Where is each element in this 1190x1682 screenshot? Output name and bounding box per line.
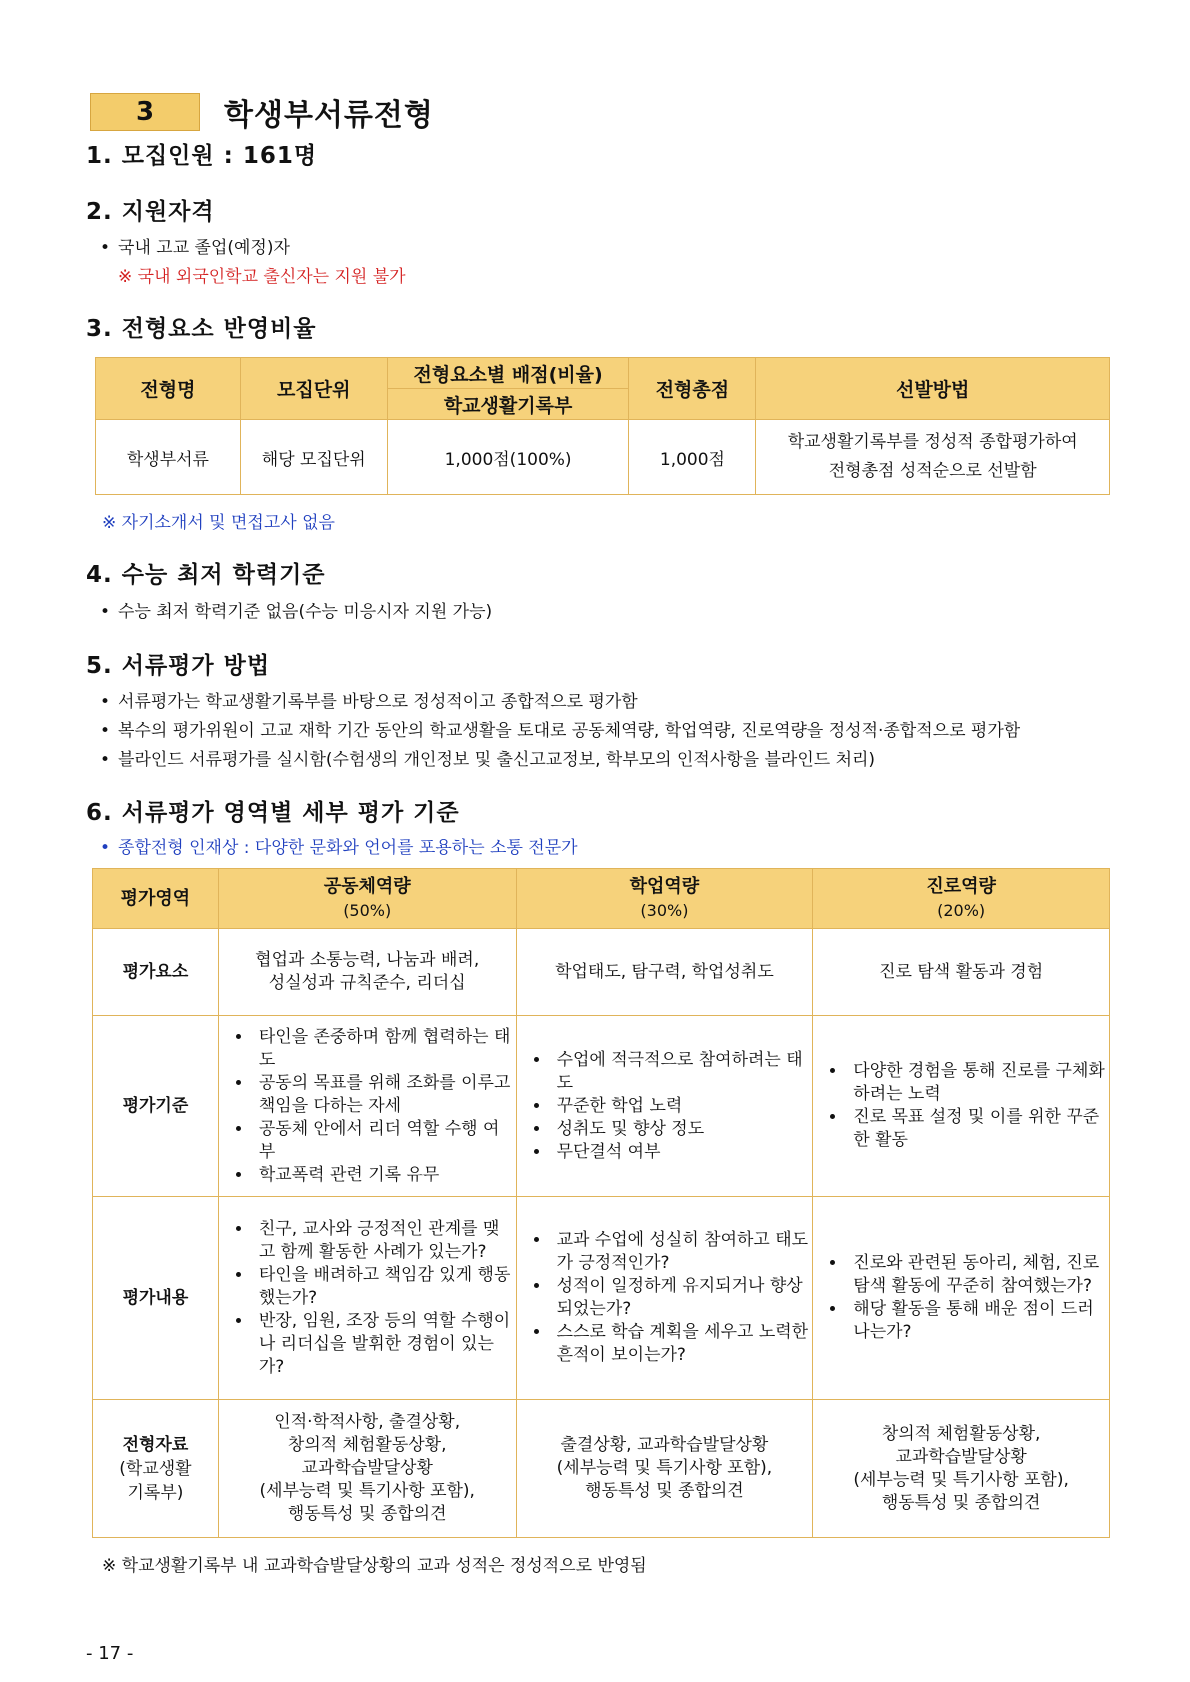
csat-bullet: • 수능 최저 학력기준 없음(수능 미응시자 지원 가능) bbox=[100, 597, 492, 622]
cell-content-community bbox=[218, 1197, 516, 1400]
ratio-note: ※ 자기소개서 및 면접고사 없음 bbox=[102, 513, 335, 533]
cell-crit-community bbox=[218, 1016, 516, 1197]
list-item: • 꾸준한 학업 노력 bbox=[551, 1095, 813, 1118]
cell-ratio: 1,000점(100%) bbox=[387, 420, 629, 495]
list-item: • 공동체 안에서 리더 역할 수행 여부 bbox=[253, 1118, 516, 1164]
header-academic bbox=[516, 869, 813, 929]
list-item: • 진로 목표 설정 및 이를 위한 꾸준한 활동 bbox=[847, 1106, 1109, 1152]
eligibility-note: ※ 국내 외국인학교 출신자는 지원 불가 bbox=[118, 267, 406, 287]
cell-content-career bbox=[813, 1197, 1110, 1400]
ratio-table bbox=[95, 357, 1110, 495]
header-name: 전형명 bbox=[96, 358, 241, 420]
cell-elem-career: 진로 탐색 활동과 경험 bbox=[813, 929, 1110, 1016]
header-academic-pct: (30%) bbox=[640, 900, 689, 920]
method-bullet: • 서류평가는 학교생활기록부를 바탕으로 정성적이고 종합적으로 평가함 bbox=[100, 687, 638, 712]
row-head-data-line: 전형자료 bbox=[122, 1434, 189, 1455]
row-head-criteria: 평가기준 bbox=[93, 1016, 219, 1197]
data-line: (세부능력 및 특기사항 포함), bbox=[556, 1458, 773, 1478]
cell-total: 1,000점 bbox=[629, 420, 756, 495]
page-number: - 17 - bbox=[86, 1643, 134, 1664]
row-head-data-line: 기록부) bbox=[127, 1482, 184, 1503]
list-item: • 공동의 목표를 위해 조화를 이루고 책임을 다하는 자세 bbox=[253, 1072, 516, 1118]
list-item: • 성취도 및 향상 정도 bbox=[551, 1118, 813, 1141]
heading-method: 5. 서류평가 방법 bbox=[86, 653, 271, 679]
cell-content-academic bbox=[516, 1197, 813, 1400]
cell-name: 학생부서류 bbox=[96, 420, 241, 495]
elem-line: 협업과 소통능력, 나눔과 배려, bbox=[255, 950, 480, 970]
list-item: • 스스로 학습 계획을 세우고 노력한 흔적이 보이는가? bbox=[551, 1321, 813, 1367]
elem-line: 성실성과 규칙준수, 리더십 bbox=[268, 973, 466, 993]
data-line: 교과학습발달상황 bbox=[301, 1458, 433, 1478]
heading-criteria: 6. 서류평가 영역별 세부 평가 기준 bbox=[86, 800, 460, 826]
data-line: 교과학습발달상황 bbox=[895, 1446, 1027, 1467]
grades-note: ※ 학교생활기록부 내 교과학습발달상황의 교과 성적은 정성적으로 반영됨 bbox=[102, 1556, 647, 1576]
eligibility-bullet: • 국내 고교 졸업(예정)자 bbox=[100, 233, 290, 258]
data-line: 행동특성 및 종합의견 bbox=[585, 1481, 744, 1501]
header-academic-label: 학업역량 bbox=[629, 875, 700, 897]
data-line: 출결상황, 교과학습발달상황 bbox=[560, 1435, 769, 1455]
cell-method bbox=[756, 420, 1110, 495]
row-head-data-line: (학교생활 bbox=[119, 1458, 192, 1479]
data-line: (세부능력 및 특기사항 포함), bbox=[259, 1481, 475, 1501]
method-bullet: • 블라인드 서류평가를 실시함(수험생의 개인정보 및 출신고교정보, 학부모의 인적사항을 블라인드 처리) bbox=[100, 745, 875, 770]
header-ratio: 전형요소별 배점(비율) bbox=[387, 358, 629, 389]
method-line: 전형총점 성적순으로 선발함 bbox=[828, 461, 1037, 481]
cell-data-academic bbox=[516, 1400, 813, 1538]
header-community-label: 공동체역량 bbox=[323, 875, 411, 897]
data-line: 창의적 체험활동상황, bbox=[287, 1435, 447, 1455]
list-item: • 학교폭력 관련 기록 유무 bbox=[253, 1164, 516, 1187]
list-item: • 타인을 배려하고 책임감 있게 행동했는가? bbox=[253, 1264, 516, 1310]
header-career-label: 진로역량 bbox=[926, 875, 996, 897]
list-item: • 성적이 일정하게 유지되거나 향상되었는가? bbox=[551, 1275, 813, 1321]
list-item: • 다양한 경험을 통해 진로를 구체화하려는 노력 bbox=[847, 1060, 1109, 1106]
list-item: • 반장, 임원, 조장 등의 역할 수행이나 리더십을 발휘한 경험이 있는가? bbox=[253, 1310, 516, 1379]
row-head-elements: 평가요소 bbox=[93, 929, 219, 1016]
header-career-pct: (20%) bbox=[937, 900, 986, 920]
data-line: 행동특성 및 종합의견 bbox=[287, 1504, 447, 1524]
list-item: • 무단결석 여부 bbox=[551, 1141, 813, 1164]
heading-csat: 4. 수능 최저 학력기준 bbox=[86, 562, 326, 588]
row-head-data bbox=[93, 1400, 219, 1538]
data-line: (세부능력 및 특기사항 포함), bbox=[853, 1469, 1069, 1490]
header-community bbox=[218, 869, 516, 929]
cell-crit-academic bbox=[516, 1016, 813, 1197]
method-line: 학교생활기록부를 정성적 종합평가하여 bbox=[787, 432, 1078, 452]
section-title: 학생부서류전형 bbox=[224, 98, 434, 133]
list-item: • 수업에 적극적으로 참여하려는 태도 bbox=[551, 1049, 813, 1095]
section-header bbox=[90, 90, 434, 134]
heading-ratio: 3. 전형요소 반영비율 bbox=[86, 316, 317, 342]
header-community-pct: (50%) bbox=[343, 900, 392, 920]
method-bullet: • 복수의 평가위원이 고교 재학 기간 동안의 학교생활을 토대로 공동체역량, 학업역량, 진로역량을 정성적·종합적으로 평가함 bbox=[100, 716, 1020, 741]
list-item: • 해당 활동을 통해 배운 점이 드러나는가? bbox=[847, 1298, 1109, 1344]
talent-statement: • 종합전형 인재상 : 다양한 문화와 언어를 포용하는 소통 전문가 bbox=[100, 833, 578, 858]
cell-data-community bbox=[218, 1400, 516, 1538]
cell-elem-community bbox=[218, 929, 516, 1016]
cell-data-career bbox=[813, 1400, 1110, 1538]
header-total: 전형총점 bbox=[629, 358, 756, 420]
heading-recruitment: 1. 모집인원 : 161명 bbox=[86, 143, 318, 169]
header-career bbox=[813, 869, 1110, 929]
cell-unit: 해당 모집단위 bbox=[240, 420, 387, 495]
header-record: 학교생활기록부 bbox=[387, 389, 629, 420]
list-item: • 친구, 교사와 긍정적인 관계를 맺고 함께 활동한 사례가 있는가? bbox=[253, 1218, 516, 1264]
list-item: • 진로와 관련된 동아리, 체험, 진로탐색 활동에 꾸준히 참여했는가? bbox=[847, 1252, 1109, 1298]
heading-eligibility: 2. 지원자격 bbox=[86, 199, 215, 225]
cell-elem-academic: 학업태도, 탐구력, 학업성취도 bbox=[516, 929, 813, 1016]
data-line: 인적·학적사항, 출결상황, bbox=[274, 1412, 461, 1432]
criteria-table bbox=[92, 868, 1110, 1538]
header-area: 평가영역 bbox=[93, 869, 219, 929]
row-head-content: 평가내용 bbox=[93, 1197, 219, 1400]
list-item: • 교과 수업에 성실히 참여하고 태도가 긍정적인가? bbox=[551, 1229, 813, 1275]
header-unit: 모집단위 bbox=[240, 358, 387, 420]
section-number-badge: 3 bbox=[90, 93, 200, 131]
list-item: • 타인을 존중하며 함께 협력하는 태도 bbox=[253, 1026, 516, 1072]
cell-crit-career bbox=[813, 1016, 1110, 1197]
data-line: 창의적 체험활동상황, bbox=[881, 1423, 1041, 1444]
header-method: 선발방법 bbox=[756, 358, 1110, 420]
data-line: 행동특성 및 종합의견 bbox=[881, 1492, 1041, 1513]
